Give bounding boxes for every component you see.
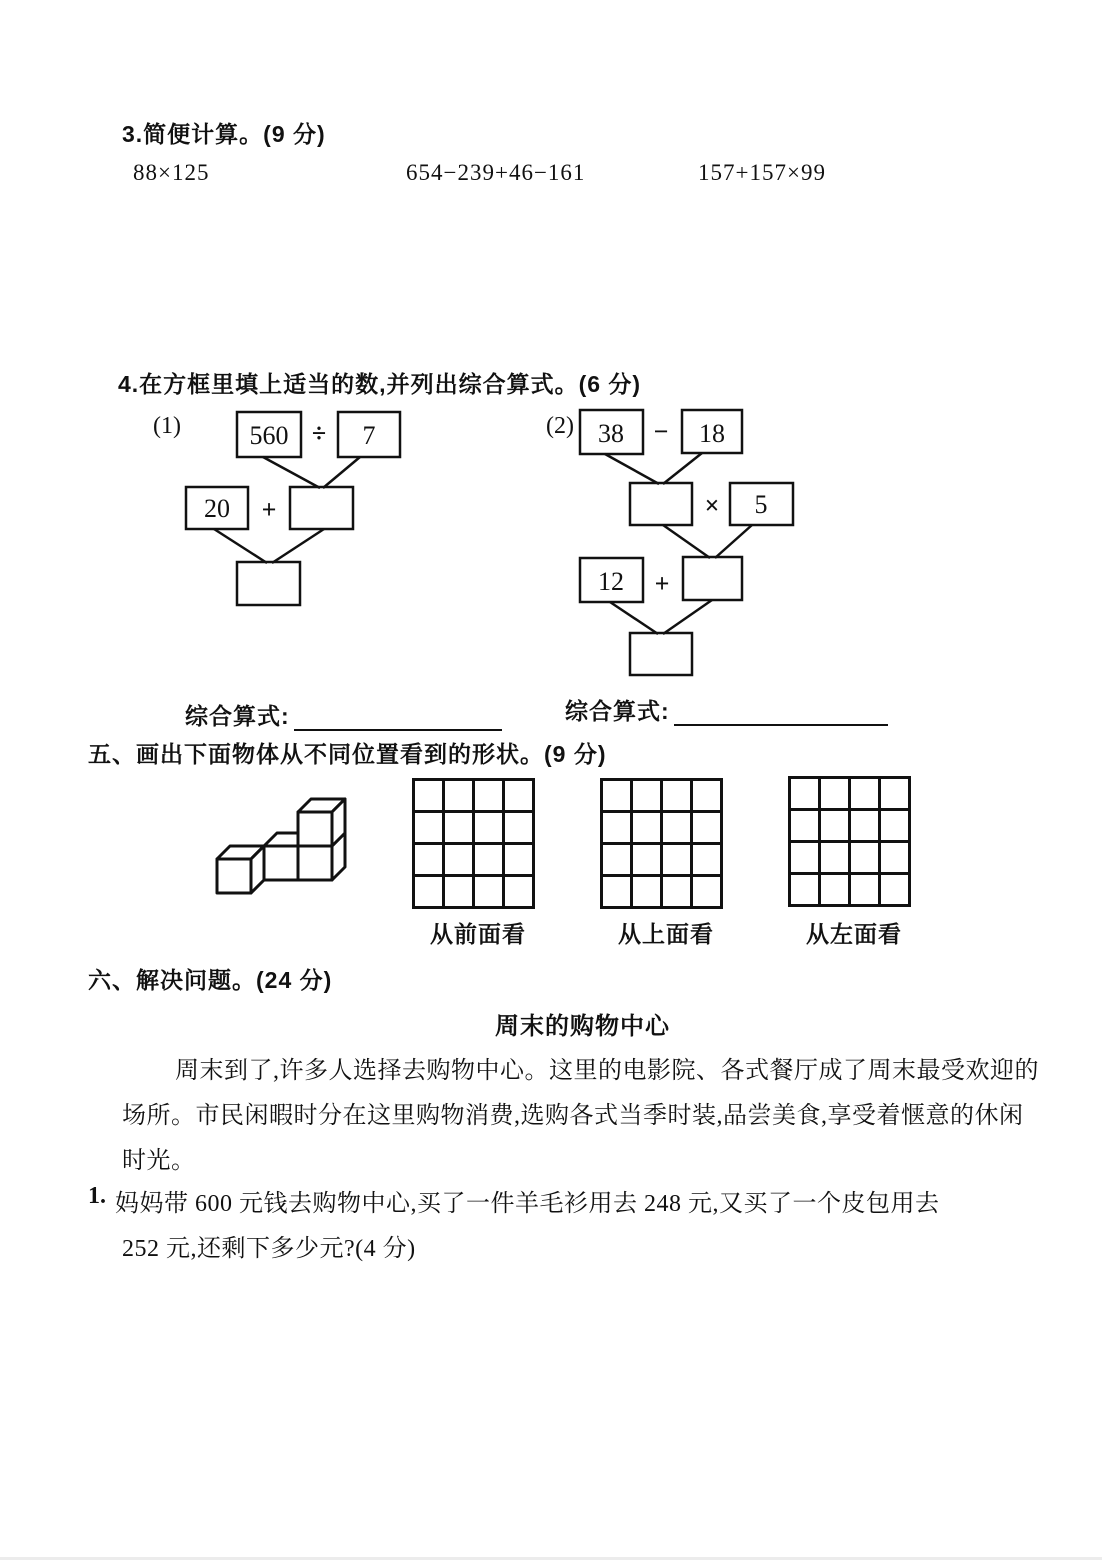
answer-grid-top [600, 778, 726, 912]
view-label-top: 从上面看 [618, 921, 714, 947]
section5-heading: 五、画出下面物体从不同位置看到的形状。(9 分) [88, 741, 607, 767]
cube-stack-figure [195, 790, 395, 935]
view-label-front: 从前面看 [430, 921, 526, 947]
divide-operator: ÷ [311, 419, 327, 448]
box-12-value: 12 [598, 567, 624, 596]
empty-box [630, 633, 692, 675]
empty-box [683, 557, 742, 600]
connector-line [663, 525, 710, 558]
number-tree-diagram-1 [140, 398, 530, 638]
connector-line [605, 454, 659, 484]
story-line-1: 周末到了,许多人选择去购物中心。这里的电影院、各式餐厅成了周末最受欢迎的 [175, 1058, 1039, 1084]
connector-line [715, 525, 752, 558]
connector-line [323, 457, 360, 488]
question1-number: 1. [88, 1183, 106, 1209]
answer-blank-1 [294, 705, 502, 731]
question1-line-2: 252 元,还剩下多少元?(4 分) [122, 1236, 416, 1262]
expression-2: 654−239+46−161 [406, 160, 586, 185]
box-5-value: 5 [754, 490, 768, 519]
answer-blank-2 [674, 700, 888, 726]
box-560-value: 560 [249, 421, 289, 450]
cube-front-face [298, 812, 332, 846]
times-operator: × [704, 491, 720, 520]
cube-front-face [264, 846, 298, 880]
number-tree-diagram-2 [545, 398, 910, 688]
answer-label-1: 综合算式: [185, 703, 290, 729]
view-label-left: 从左面看 [806, 921, 902, 947]
box-38-value: 38 [598, 419, 624, 448]
plus-operator: + [261, 495, 277, 524]
answer-line-1 [185, 698, 502, 731]
story-line-3: 时光。 [122, 1148, 196, 1174]
connector-line [272, 529, 324, 563]
section3-heading: 3.简便计算。(9 分) [122, 121, 326, 147]
part2-label: (2) [546, 413, 574, 439]
answer-label-2: 综合算式: [565, 698, 670, 724]
box-7-value: 7 [362, 421, 376, 450]
connector-line [263, 457, 320, 488]
story-title: 周末的购物中心 [495, 1013, 670, 1040]
expression-1: 88×125 [133, 160, 210, 185]
minus-operator: − [653, 417, 669, 446]
answer-grid-left [788, 776, 914, 910]
connector-line [214, 529, 267, 563]
section4-heading: 4.在方框里填上适当的数,并列出综合算式。(6 分) [118, 371, 642, 397]
question1-line-1: 妈妈带 600 元钱去购物中心,买了一件羊毛衫用去 248 元,又买了一个皮包用去 [115, 1191, 940, 1217]
story-line-2: 场所。市民闲暇时分在这里购物消费,选购各式当季时装,品尝美食,享受着惬意的休闲 [122, 1103, 1024, 1129]
answer-grid-front [412, 778, 538, 912]
empty-box [290, 487, 353, 529]
box-20-value: 20 [204, 494, 230, 523]
section6-heading: 六、解决问题。(24 分) [88, 967, 333, 993]
part1-label: (1) [153, 413, 181, 439]
cube-front-face [217, 859, 251, 893]
cube-front-face [298, 846, 332, 880]
box-18-value: 18 [699, 419, 725, 448]
answer-line-2 [565, 693, 888, 726]
expression-3: 157+157×99 [698, 160, 826, 185]
empty-box [237, 562, 300, 605]
connector-line [663, 453, 702, 484]
empty-box [630, 483, 692, 525]
connector-line [610, 602, 658, 634]
plus-operator: + [654, 569, 670, 598]
connector-line [663, 600, 712, 634]
